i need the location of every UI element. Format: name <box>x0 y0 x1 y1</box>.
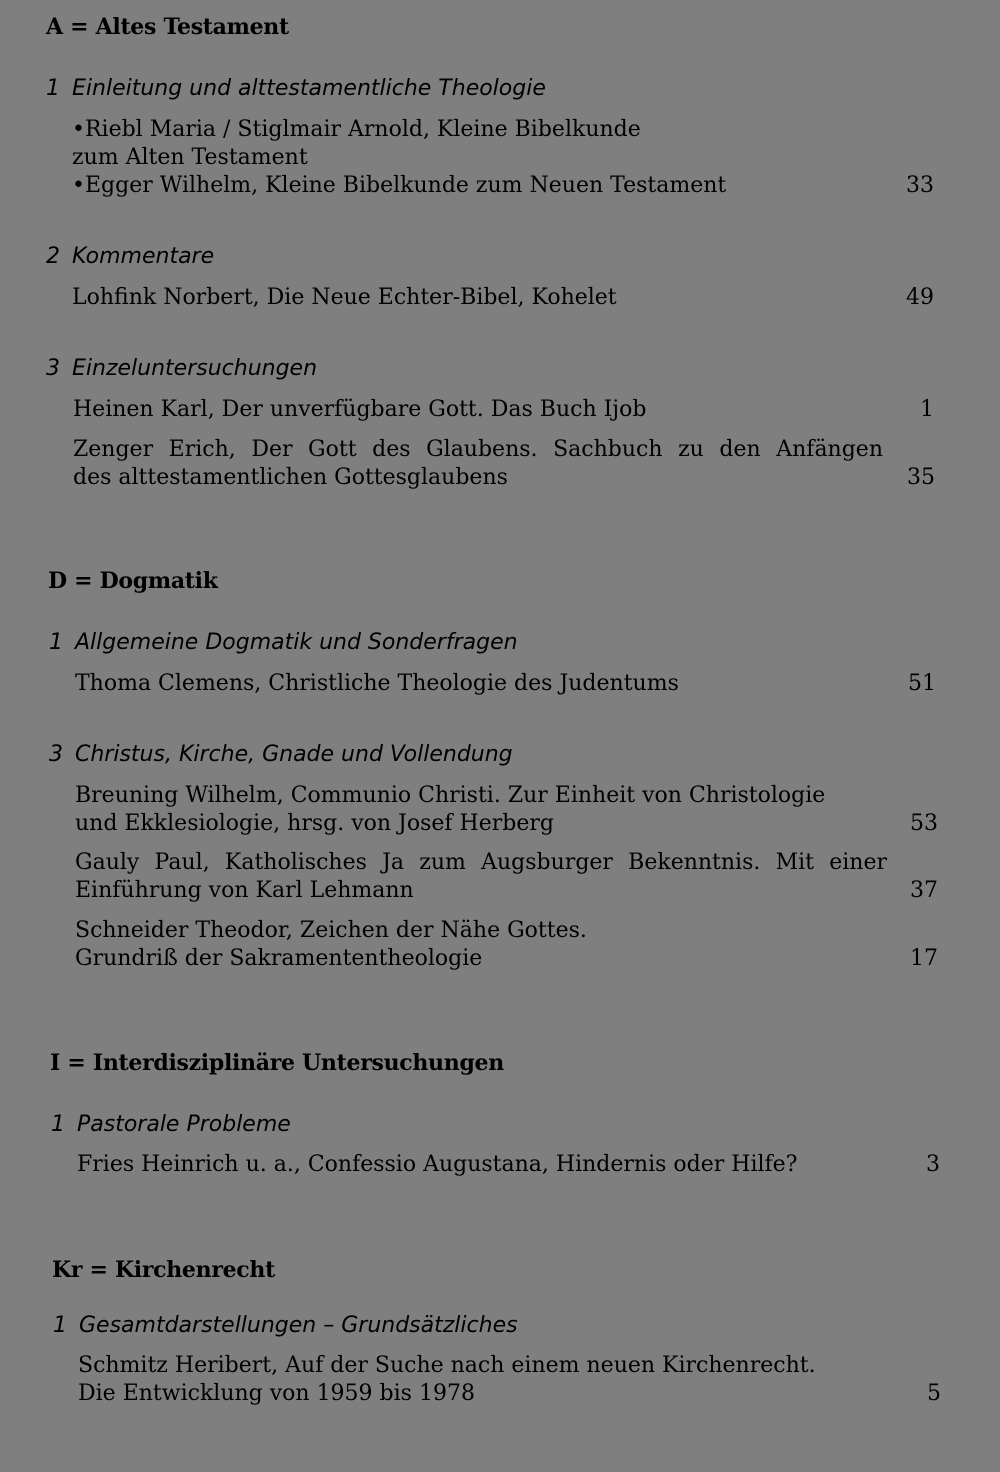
entry-page-number: 35 <box>907 465 935 490</box>
section-heading-a: A = Altes Testament <box>46 14 289 40</box>
index-entry <box>78 1352 878 1408</box>
entry-line: Zenger Erich, Der Gott des Glaubens. Sachbuch zu den Anfängen <box>73 437 883 462</box>
subsection-heading <box>49 630 518 655</box>
subsection-title: Gesamtdarstellungen – Grundsätzliches <box>79 1313 518 1338</box>
entry-page-number: 17 <box>910 946 938 971</box>
subsection-number: 1 <box>46 76 60 101</box>
index-entry <box>72 284 872 312</box>
subsection-heading <box>49 742 513 767</box>
subsection-title: Pastorale Probleme <box>77 1112 291 1137</box>
subsection-title: Allgemeine Dogmatik und Sonderfragen <box>75 630 518 655</box>
entry-page-number: 3 <box>926 1152 940 1177</box>
entry-page-number: 37 <box>910 878 938 903</box>
entry-page-number: 53 <box>910 811 938 836</box>
section-heading-d: D = Dogmatik <box>48 568 218 594</box>
index-entry <box>75 782 875 838</box>
entry-line: Einführung von Karl Lehmann <box>75 878 414 903</box>
index-entry <box>72 116 872 200</box>
index-entry <box>73 396 873 424</box>
subsection-title: Einleitung und alttestamentliche Theologie <box>72 76 546 101</box>
section-heading-kr: Kr = Kirchenrecht <box>52 1257 275 1283</box>
index-entry <box>77 1151 877 1179</box>
subsection-title: Kommentare <box>72 244 215 269</box>
subsection-title: Einzeluntersuchungen <box>72 356 318 381</box>
index-entry <box>75 917 875 973</box>
subsection-number: 2 <box>46 244 60 269</box>
subsection-heading <box>46 356 317 381</box>
index-entry <box>73 436 883 492</box>
entry-line: Schneider Theodor, Zeichen der Nähe Gottes. <box>75 918 587 943</box>
subsection-number: 3 <box>46 356 60 381</box>
subsection-number: 1 <box>53 1313 67 1338</box>
entry-line: •Riebl Maria / Stiglmair Arnold, Kleine Bibelkunde <box>72 117 641 142</box>
entry-line: Schmitz Heribert, Auf der Suche nach einem neuen Kirchenrecht. <box>78 1353 816 1378</box>
entry-line: Thoma Clemens, Christliche Theologie des Judentums <box>75 671 679 696</box>
entry-page-number: 49 <box>906 285 934 310</box>
section-heading-i: I = Interdisziplinäre Untersuchungen <box>50 1050 504 1076</box>
entry-line: Fries Heinrich u. a., Confessio Augustana, Hindernis oder Hilfe? <box>77 1152 798 1177</box>
entry-page-number: 51 <box>908 671 936 696</box>
subsection-title: Christus, Kirche, Gnade und Vollendung <box>75 742 513 767</box>
entry-line: des alttestamentlichen Gottesglaubens <box>73 465 508 490</box>
entry-page-number: 5 <box>927 1381 941 1406</box>
subsection-heading <box>53 1313 518 1338</box>
entry-line: Die Entwicklung von 1959 bis 1978 <box>78 1381 475 1406</box>
subsection-number: 1 <box>49 630 63 655</box>
entry-line: Grundriß der Sakramententheologie <box>75 946 483 971</box>
entry-page-number: 33 <box>906 173 934 198</box>
entry-line: und Ekklesiologie, hrsg. von Josef Herberg <box>75 811 554 836</box>
subsection-heading <box>46 244 214 269</box>
index-entry <box>75 670 875 698</box>
subsection-number: 1 <box>51 1112 65 1137</box>
entry-line: Lohfink Norbert, Die Neue Echter-Bibel, Kohelet <box>72 285 617 310</box>
subsection-heading <box>46 76 546 101</box>
entry-page-number: 1 <box>920 397 934 422</box>
index-entry <box>75 849 887 905</box>
entry-line: Breuning Wilhelm, Communio Christi. Zur Einheit von Christologie <box>75 783 826 808</box>
entry-line: •Egger Wilhelm, Kleine Bibelkunde zum Neuen Testament <box>72 173 727 198</box>
subsection-heading <box>51 1112 291 1137</box>
entry-line: Heinen Karl, Der unverfügbare Gott. Das Buch Ijob <box>73 397 647 422</box>
subsection-number: 3 <box>49 742 63 767</box>
entry-line: Gauly Paul, Katholisches Ja zum Augsburger Bekenntnis. Mit einer <box>75 850 887 875</box>
entry-line: zum Alten Testament <box>72 145 308 170</box>
